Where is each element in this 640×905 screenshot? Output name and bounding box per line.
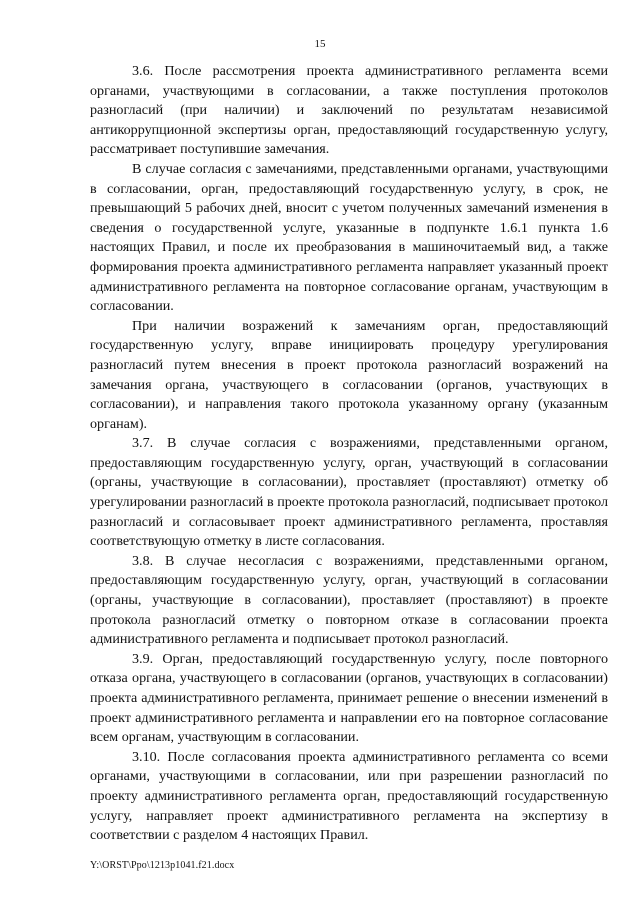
paragraph-objections: При наличии возражений к замечаниям орган, предоставляющий государственную услугу, вправе инициировать процедуру урегулирования разногласий путем внесения в проект протокола разногласий возражений на замечания органа, участвующего в согласовании (органов, участвующих в согласовании), и направления такого протокола указанному органу (указанным органам). — [90, 317, 608, 432]
footer-file-path: Y:\ORST\Ppo\1213p1041.f21.docx — [90, 860, 235, 871]
document-body — [90, 62, 608, 846]
paragraph-agreement: В случае согласия с замечаниями, представленными органами, участвующими в согласовании, орган, предоставляющий государственную услугу, в срок, не превышающий 5 рабочих дней, вносит с учетом полученных замечаний изменения в сведения о государственной услуге, указанные в подпункте 1.6.1 пункта 1.6 настоящих Правил, и после их преобразования в машиночитаемый вид, а также формирования проекта административного регламента направляет указанный проект административного регламента на повторное согласование органам, участвующим в согласовании. — [90, 160, 608, 315]
paragraph-3-10: 3.10. После согласования проекта административного регламента со всеми органами, участвующими в согласовании, или при разрешении разногласий по проекту административного регламента орган, предоставляющий государственную услугу, направляет проект административного регламента на экспертизу в соответствии с разделом 4 настоящих Правил. — [90, 748, 608, 844]
paragraph-3-7: 3.7. В случае согласия с возражениями, представленными органом, предоставляющим государственную услугу, орган, участвующий в согласовании (органы, участвующие в согласовании), проставляет (проставляют) отметку об урегулировании разногласий в проекте протокола разногласий, подписывает протокол разногласий и согласовывает проект административного регламента, проставляя соответствующую отметку в листе согласования. — [90, 435, 608, 550]
paragraph-3-6: 3.6. После рассмотрения проекта административного регламента всеми органами, участвующими в согласовании, а также поступления протоколов разногласий (при наличии) и заключений по результатам независимой антикоррупционной экспертизы орган, предоставляющий государственную услугу, рассматривает поступившие замечания. — [90, 63, 608, 158]
paragraph-3-8: 3.8. В случае несогласия с возражениями, представленными органом, предоставляющим государственную услугу, орган, участвующий в согласовании (органы, участвующие в согласовании), проставляет (проставляют) в проекте протокола разногласий отметку о повторном отказе в согласовании проекта административного регламента и подписывает протокол разногласий. — [90, 552, 608, 648]
page-number: 15 — [314, 38, 326, 50]
paragraph-3-9: 3.9. Орган, предоставляющий государственную услугу, после повторного отказа органа, участвующего в согласовании (органов, участвующих в согласовании) проекта административного регламента, принимает решение о внесении изменений в проект административного регламента и направлении его на повторное согласование всем органам, участвующим в согласовании. — [90, 650, 608, 746]
